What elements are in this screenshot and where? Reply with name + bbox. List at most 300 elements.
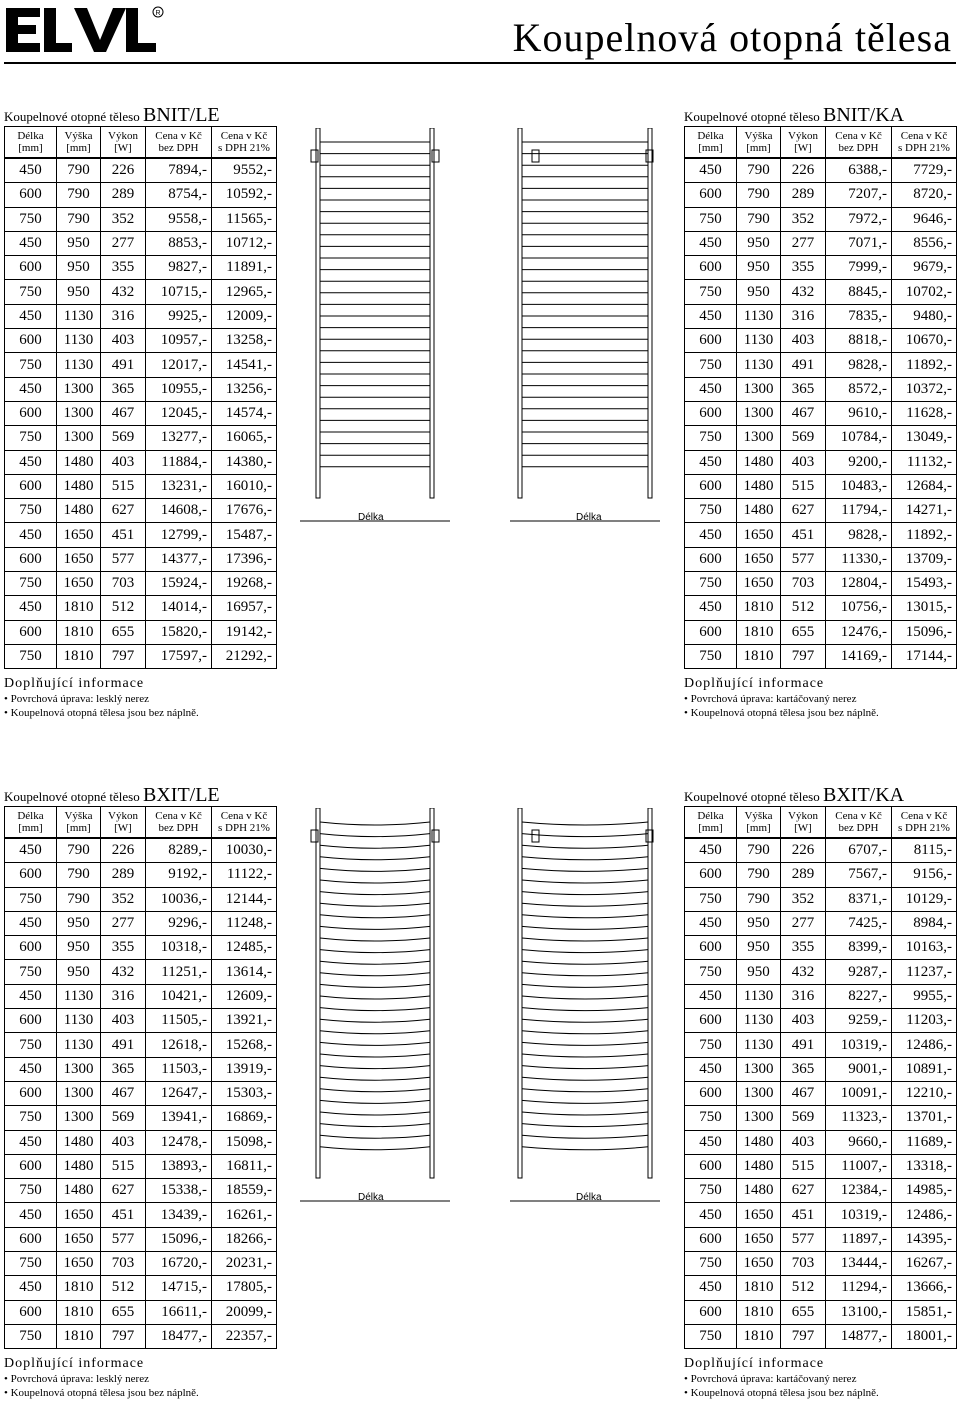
radiator-rung [522,915,648,918]
additional-info [684,1355,956,1400]
column-header: Cena v Kč bez DPH [826,807,892,839]
table-cell: 1810 [737,596,781,620]
table-cell: 6707,- [826,838,892,863]
table-cell: 11897,- [826,1227,892,1251]
table-cell: 1130 [737,329,781,353]
table-cell: 950 [737,280,781,304]
table-cell: 16811,- [212,1154,277,1178]
table-cell: 12609,- [212,984,277,1008]
table-cell: 11505,- [146,1009,212,1033]
table-cell: 750 [5,1179,57,1203]
table-header-row [685,807,957,839]
column-header: Výška [mm] [737,127,781,159]
table-cell: 950 [737,960,781,984]
section-title-prefix: Koupelnové otopné těleso [4,789,140,804]
info-item: • Koupelnová otopná tělesa jsou bez náplně. [684,706,956,720]
table-cell: 12384,- [826,1179,892,1203]
table-cell: 1300 [57,377,101,401]
table-cell: 11323,- [826,1106,892,1130]
table-cell: 450 [685,911,737,935]
table-cell: 600 [685,620,737,644]
drawing-dimension-label: Délka [576,512,602,523]
table-cell: 450 [5,158,57,183]
table-cell: 11132,- [892,450,957,474]
table-cell: 7894,- [146,158,212,183]
table-cell: 226 [101,838,146,863]
radiator-rung [522,857,648,860]
column-header: Výkon [W] [781,127,826,159]
table-cell: 1810 [57,596,101,620]
info-item: • Povrchová úprava: kartáčovaný nerez [684,692,956,706]
table-cell: 18001,- [892,1324,957,1348]
table-cell: 600 [5,329,57,353]
table-row [685,329,957,353]
table-cell: 18559,- [212,1179,277,1203]
table-cell: 15338,- [146,1179,212,1203]
table-cell: 950 [737,911,781,935]
table-cell: 10319,- [826,1033,892,1057]
table-cell: 11884,- [146,450,212,474]
table-cell: 1130 [737,304,781,328]
table-row [5,304,277,328]
table-row [5,1300,277,1324]
radiator-rung [320,1100,430,1103]
table-row [685,1300,957,1324]
table-cell: 316 [101,984,146,1008]
column-header: Délka [mm] [685,127,737,159]
table-cell: 11689,- [892,1130,957,1154]
table-cell: 13709,- [892,547,957,571]
table-cell: 13921,- [212,1009,277,1033]
table-cell: 8371,- [826,887,892,911]
info-item: • Koupelnová otopná tělesa jsou bez náplně. [4,1386,276,1400]
table-cell: 8289,- [146,838,212,863]
table-cell: 16065,- [212,426,277,450]
table-row [5,158,277,183]
table-cell: 1130 [57,329,101,353]
table-cell: 790 [737,887,781,911]
table-cell: 9156,- [892,863,957,887]
section-bnit-ka [684,104,956,720]
table-cell: 1480 [737,450,781,474]
table-cell: 1130 [737,1009,781,1033]
table-cell: 15268,- [212,1033,277,1057]
section-title [684,104,956,126]
table-cell: 1130 [57,984,101,1008]
table-cell: 8754,- [146,183,212,207]
table-cell: 451 [781,523,826,547]
column-header: Délka [mm] [5,807,57,839]
radiator-rung [320,1031,430,1034]
table-cell: 450 [5,231,57,255]
table-cell: 750 [685,426,737,450]
table-cell: 1480 [57,499,101,523]
table-row [685,1276,957,1300]
radiator-rung [320,1008,430,1011]
table-cell: 515 [781,474,826,498]
table-row [5,887,277,911]
table-cell: 10129,- [892,887,957,911]
table-cell: 8572,- [826,377,892,401]
table-cell: 7835,- [826,304,892,328]
table-cell: 569 [781,1106,826,1130]
table-cell: 7999,- [826,256,892,280]
table-cell: 750 [685,207,737,231]
table-cell: 9001,- [826,1057,892,1081]
table-cell: 365 [101,377,146,401]
table-cell: 6388,- [826,158,892,183]
table-row [5,1009,277,1033]
table-cell: 1480 [57,1179,101,1203]
column-header: Výška [mm] [57,807,101,839]
radiator-rung [320,1089,430,1092]
table-cell: 14014,- [146,596,212,620]
table-cell: 12804,- [826,572,892,596]
table-cell: 450 [5,1203,57,1227]
table-cell: 600 [685,256,737,280]
table-cell: 797 [781,1324,826,1348]
table-cell: 9679,- [892,256,957,280]
table-cell: 16261,- [212,1203,277,1227]
table-cell: 10319,- [826,1203,892,1227]
table-cell: 1130 [57,1009,101,1033]
table-cell: 365 [781,1057,826,1081]
table-cell: 9296,- [146,911,212,935]
table-cell: 600 [685,183,737,207]
radiator-rung [320,1066,430,1069]
table-cell: 18477,- [146,1324,212,1348]
table-cell: 790 [57,183,101,207]
column-header: Výška [mm] [57,127,101,159]
table-cell: 403 [101,1130,146,1154]
radiator-front-drawing-top [300,128,470,528]
table-cell: 1810 [57,1276,101,1300]
table-cell: 277 [101,231,146,255]
table-cell: 22357,- [212,1324,277,1348]
table-row [5,911,277,935]
table-cell: 12478,- [146,1130,212,1154]
table-cell: 9552,- [212,158,277,183]
table-cell: 13318,- [892,1154,957,1178]
radiator-rung [522,1147,648,1150]
table-cell: 750 [5,1033,57,1057]
table-cell: 316 [781,304,826,328]
table-cell: 1130 [737,984,781,1008]
table-cell: 450 [5,1057,57,1081]
table-cell: 1650 [57,1252,101,1276]
table-cell: 352 [781,887,826,911]
table-cell: 352 [781,207,826,231]
table-cell: 515 [101,1154,146,1178]
table-cell: 750 [685,887,737,911]
table-cell: 750 [5,499,57,523]
table-cell: 577 [101,547,146,571]
table-cell: 12017,- [146,353,212,377]
table-cell: 10670,- [892,329,957,353]
model-name: BNIT/LE [143,104,220,126]
radiator-rung [522,1054,648,1057]
table-cell: 365 [781,377,826,401]
table-row [5,329,277,353]
table-cell: 750 [5,644,57,668]
table-cell: 352 [101,207,146,231]
table-cell: 450 [5,304,57,328]
info-title: Doplňující informace [684,1356,825,1372]
table-cell: 750 [685,1252,737,1276]
table-cell: 12486,- [892,1203,957,1227]
column-header: Cena v Kč s DPH 21% [892,127,957,159]
table-cell: 600 [685,1300,737,1324]
table-cell: 15851,- [892,1300,957,1324]
table-row [5,256,277,280]
table-cell: 10421,- [146,984,212,1008]
table-row [5,1081,277,1105]
table-cell: 10756,- [826,596,892,620]
radiator-rung [522,1042,648,1045]
table-cell: 226 [781,838,826,863]
table-cell: 11237,- [892,960,957,984]
column-header: Délka [mm] [685,807,737,839]
table-cell: 20231,- [212,1252,277,1276]
table-cell: 403 [781,1130,826,1154]
table-cell: 950 [737,231,781,255]
table-cell: 355 [101,256,146,280]
table-cell: 11565,- [212,207,277,231]
table-header-row [5,807,277,839]
table-cell: 15820,- [146,620,212,644]
table-row [5,1276,277,1300]
table-cell: 1130 [57,304,101,328]
table-cell: 11251,- [146,960,212,984]
table-cell: 600 [5,863,57,887]
section-title-prefix: Koupelnové otopné těleso [684,109,820,124]
radiator-rung [522,926,648,929]
table-cell: 703 [781,572,826,596]
table-cell: 450 [685,304,737,328]
radiator-rung [320,903,430,906]
table-cell: 600 [685,1009,737,1033]
table-cell: 19142,- [212,620,277,644]
table-cell: 950 [737,936,781,960]
table-cell: 15493,- [892,572,957,596]
radiator-rung [522,938,648,941]
radiator-rung [522,1112,648,1115]
table-row [5,474,277,498]
table-cell: 10715,- [146,280,212,304]
radiator-rung [320,822,430,825]
table-cell: 600 [685,474,737,498]
table-cell: 750 [5,426,57,450]
radiator-side-drawing-top [510,128,680,528]
table-cell: 450 [685,1276,737,1300]
table-row [685,572,957,596]
table-cell: 655 [781,620,826,644]
table-row [5,1033,277,1057]
table-row [685,1252,957,1276]
table-row [685,280,957,304]
section-bnit-le [4,104,276,720]
table-cell: 10318,- [146,936,212,960]
table-row [5,280,277,304]
table-cell: 577 [781,547,826,571]
table-cell: 600 [5,620,57,644]
radiator-rung [320,926,430,929]
section-bxit-ka [684,784,956,1400]
table-cell: 8399,- [826,936,892,960]
radiator-rung [522,880,648,883]
table-cell: 750 [685,960,737,984]
table-row [685,1106,957,1130]
table-cell: 11122,- [212,863,277,887]
table-row [685,304,957,328]
table-cell: 7207,- [826,183,892,207]
table-row [685,499,957,523]
table-cell: 21292,- [212,644,277,668]
table-cell: 7567,- [826,863,892,887]
table-cell: 790 [57,838,101,863]
table-cell: 13893,- [146,1154,212,1178]
table-row [5,207,277,231]
column-header: Cena v Kč bez DPH [826,127,892,159]
table-cell: 8818,- [826,329,892,353]
table-cell: 11892,- [892,353,957,377]
radiator-rung [522,1066,648,1069]
table-row [5,377,277,401]
table-cell: 790 [57,887,101,911]
table-cell: 12799,- [146,523,212,547]
radiator-rung [522,1089,648,1092]
table-cell: 10592,- [212,183,277,207]
table-cell: 9646,- [892,207,957,231]
section-title-prefix: Koupelnové otopné těleso [684,789,820,804]
table-cell: 950 [57,280,101,304]
table-cell: 515 [781,1154,826,1178]
table-row [5,1057,277,1081]
table-row [5,863,277,887]
table-cell: 289 [101,863,146,887]
column-header: Výkon [W] [101,807,146,839]
radiator-rung [522,1019,648,1022]
table-cell: 12647,- [146,1081,212,1105]
table-row [5,401,277,425]
table-cell: 226 [781,158,826,183]
table-cell: 10784,- [826,426,892,450]
table-cell: 13015,- [892,596,957,620]
table-cell: 277 [781,231,826,255]
table-row [5,1179,277,1203]
table-cell: 1810 [57,1300,101,1324]
table-cell: 10483,- [826,474,892,498]
table-cell: 450 [5,596,57,620]
table-cell: 950 [57,960,101,984]
table-cell: 15098,- [212,1130,277,1154]
table-cell: 10036,- [146,887,212,911]
table-cell: 11628,- [892,401,957,425]
table-cell: 11503,- [146,1057,212,1081]
table-cell: 450 [685,1057,737,1081]
table-cell: 491 [781,1033,826,1057]
table-cell: 797 [101,644,146,668]
table-cell: 600 [5,1009,57,1033]
table-cell: 16720,- [146,1252,212,1276]
table-cell: 1810 [737,1276,781,1300]
table-cell: 9259,- [826,1009,892,1033]
table-cell: 600 [5,474,57,498]
table-cell: 450 [685,523,737,547]
radiator-rung [320,996,430,999]
table-row [685,596,957,620]
table-cell: 450 [5,984,57,1008]
table-cell: 1650 [737,523,781,547]
table-cell: 13941,- [146,1106,212,1130]
radiator-rung [320,1147,430,1150]
table-cell: 11248,- [212,911,277,935]
table-cell: 1300 [57,426,101,450]
table-cell: 790 [737,863,781,887]
table-row [685,207,957,231]
table-cell: 750 [685,280,737,304]
table-cell: 432 [101,960,146,984]
table-cell: 569 [781,426,826,450]
radiator-rung [320,950,430,953]
table-cell: 14395,- [892,1227,957,1251]
table-cell: 352 [101,887,146,911]
table-cell: 1300 [57,1106,101,1130]
table-cell: 750 [5,572,57,596]
table-cell: 14377,- [146,547,212,571]
table-cell: 1480 [737,1130,781,1154]
table-cell: 12144,- [212,887,277,911]
table-cell: 1810 [57,1324,101,1348]
table-row [685,474,957,498]
table-cell: 450 [5,838,57,863]
table-row [685,450,957,474]
table-row [5,644,277,668]
table-cell: 17396,- [212,547,277,571]
table-cell: 451 [781,1203,826,1227]
table-row [685,960,957,984]
table-row [5,984,277,1008]
table-cell: 8556,- [892,231,957,255]
info-item: • Povrchová úprava: lesklý nerez [4,692,276,706]
table-cell: 17144,- [892,644,957,668]
table-cell: 432 [781,960,826,984]
model-name: BXIT/LE [143,784,220,806]
table-row [5,183,277,207]
table-cell: 403 [781,329,826,353]
table-cell: 1130 [737,353,781,377]
table-cell: 790 [737,158,781,183]
table-cell: 15096,- [892,620,957,644]
table-cell: 10712,- [212,231,277,255]
radiator-rung [320,845,430,848]
table-cell: 9925,- [146,304,212,328]
table-cell: 450 [685,984,737,1008]
radiator-rung [522,1031,648,1034]
table-cell: 1650 [57,1203,101,1227]
radiator-rung [320,973,430,976]
radiator-rung [522,834,648,837]
table-cell: 950 [57,911,101,935]
radiator-rung [522,1100,648,1103]
table-cell: 750 [685,1106,737,1130]
table-cell: 16267,- [892,1252,957,1276]
column-header: Cena v Kč bez DPH [146,127,212,159]
table-cell: 10030,- [212,838,277,863]
table-row [685,936,957,960]
table-row [685,353,957,377]
table-cell: 316 [781,984,826,1008]
